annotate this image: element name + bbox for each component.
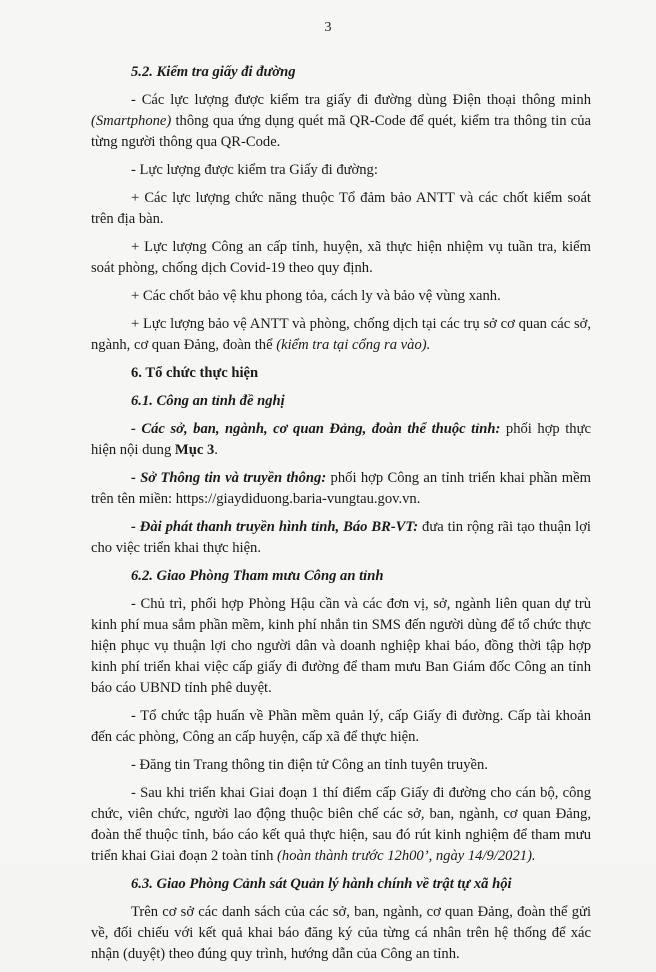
paragraph: - Lực lượng được kiểm tra Giấy đi đường: — [131, 162, 378, 178]
section-heading-6-3: 6.3. Giao Phòng Cảnh sát Quản lý hành chính về trật tự xã hội — [131, 876, 512, 892]
paragraph: - Các lực lượng được kiểm tra giấy đi đường dùng Điện thoại thông minh (Smartphone) thông qua ứng dụng quét mã QR-Code để quét, kiểm tra thông tin của từng người thông qua QR-Code. — [91, 92, 591, 150]
paragraph: - Các sở, ban, ngành, cơ quan Đảng, đoàn thể thuộc tỉnh: phối hợp thực hiện nội dung Mục 3. — [91, 421, 591, 458]
page-number: 3 — [324, 20, 332, 35]
paragraph: + Lực lượng bảo vệ ANTT và phòng, chống dịch tại các trụ sở cơ quan các sở, ngành, cơ quan Đảng, đoàn thể (kiểm tra tại cổng ra vào). — [91, 316, 591, 353]
paragraph: - Đài phát thanh truyền hình tỉnh, Báo BR-VT: đưa tin rộng rãi tạo thuận lợi cho việc triển khai thực hiện. — [91, 519, 591, 556]
paragraph: - Sau khi triển khai Giai đoạn 1 thí điểm cấp Giấy đi đường cho cán bộ, công chức, viên chức, người lao động thuộc biên chế các sở, ban, ngành, cơ quan Đảng, đoàn thể thuộc tỉnh, báo cáo kết quả thực hiện, sau đó rút kinh nghiệm để tham mưu triển khai Giai đoạn 2 toàn tỉnh (hoàn thành trước 12h00’, ngày 14/9/2021). — [91, 785, 591, 864]
paragraph: - Đăng tin Trang thông tin điện tử Công an tỉnh tuyên truyền. — [131, 757, 488, 773]
paragraph: - Tổ chức tập huấn về Phần mềm quản lý, cấp Giấy đi đường. Cấp tài khoản đến các phòng, Công an cấp huyện, cấp xã để thực hiện. — [91, 708, 591, 745]
paragraph: Trên cơ sở các danh sách của các sở, ban, ngành, cơ quan Đảng, đoàn thể gửi về, đối chiếu với kết quả khai báo đăng ký của từng cá nhân trên hệ thống để xác nhận (duyệt) theo đúng quy trình, hướng dẫn của Công an tỉnh. — [91, 904, 591, 962]
paragraph: + Các chốt bảo vệ khu phong tỏa, cách ly và bảo vệ vùng xanh. — [131, 288, 501, 304]
section-heading-6-1: 6.1. Công an tỉnh đề nghị — [131, 393, 285, 409]
section-heading-6: 6. Tổ chức thực hiện — [131, 365, 259, 381]
document-body — [91, 62, 591, 972]
section-heading-5-2: 5.2. Kiểm tra giấy đi đường — [131, 64, 296, 80]
paragraph: - Chủ trì, phối hợp Phòng Hậu cần và các đơn vị, sở, ngành liên quan dự trù kinh phí mua sắm phần mềm, kinh phí nhắn tin SMS đến người dùng để tổ chức thực hiện phục vụ thuận lợi cho người dân và doanh nghiệp khai báo, đồng thời tập hợp kinh phí triển khai việc cấp giấy đi đường để tham mưu Ban Giám đốc Công an tỉnh báo cáo UBND tỉnh phê duyệt. — [91, 596, 591, 696]
paragraph: - Sở Thông tin và truyền thông: phối hợp Công an tỉnh triển khai phần mềm trên tên miền: https://giaydiduong.baria-vungtau.gov.vn. — [91, 470, 591, 507]
paragraph: + Lực lượng Công an cấp tỉnh, huyện, xã thực hiện nhiệm vụ tuần tra, kiểm soát phòng, chống dịch Covid-19 theo quy định. — [91, 239, 591, 276]
paragraph: + Các lực lượng chức năng thuộc Tổ đảm bảo ANTT và các chốt kiểm soát trên địa bàn. — [91, 190, 591, 227]
section-heading-6-2: 6.2. Giao Phòng Tham mưu Công an tỉnh — [131, 568, 384, 584]
